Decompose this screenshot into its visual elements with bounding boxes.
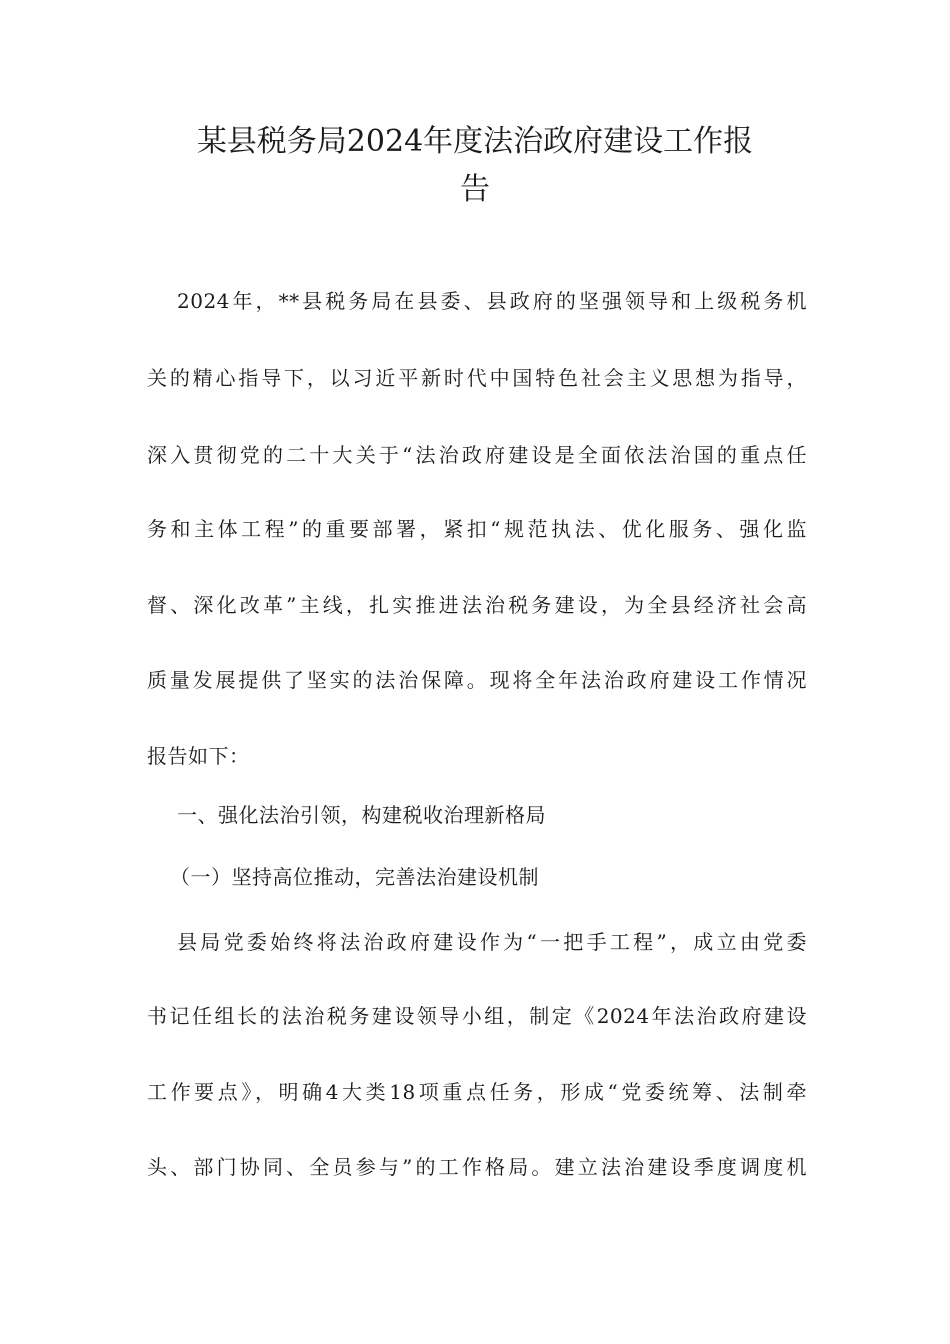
- paragraph-1-line-3: 深入贯彻党的二十大关于“法治政府建设是全面依法治国的重点任: [147, 443, 807, 467]
- paragraph-1-line-1: 2024年，**县税务局在县委、县政府的坚强领导和上级税务机: [177, 289, 807, 313]
- section-heading-1: 一、强化法治引领，构建税收治理新格局: [177, 803, 546, 827]
- paragraph-1-line-7: 报告如下：: [147, 744, 250, 768]
- paragraph-1-line-4: 务和主体工程”的重要部署，紧扣“规范执法、优化服务、强化监: [147, 517, 807, 541]
- paragraph-2-line-2: 书记任组长的法治税务建设领导小组，制定《2024年法治政府建设: [147, 1004, 807, 1028]
- paragraph-1-line-5: 督、深化改革”主线，扎实推进法治税务建设，为全县经济社会高: [147, 593, 807, 617]
- paragraph-1-line-6: 质量发展提供了坚实的法治保障。现将全年法治政府建设工作情况: [147, 668, 807, 692]
- paragraph-2-line-3: 工作要点》，明确4大类18项重点任务，形成“党委统筹、法制牵: [147, 1080, 807, 1104]
- document-title-line-1: 某县税务局2024年度法治政府建设工作报: [196, 124, 754, 159]
- paragraph-2-line-4: 头、部门协同、全员参与”的工作格局。建立法治建设季度调度机: [147, 1155, 807, 1179]
- document-title-line-2: 告: [460, 172, 490, 207]
- paragraph-1-line-2: 关的精心指导下，以习近平新时代中国特色社会主义思想为指导，: [147, 366, 807, 390]
- paragraph-2-line-1: 县局党委始终将法治政府建设作为“一把手工程”，成立由党委: [177, 930, 807, 954]
- subsection-heading-1: （一）坚持高位推动，完善法治建设机制: [170, 865, 539, 889]
